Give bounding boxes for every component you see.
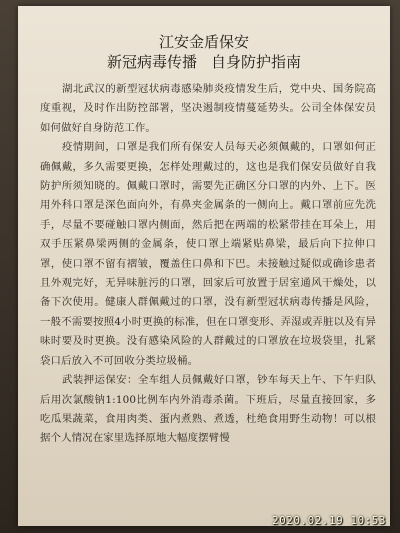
photo-timestamp: 2020.02.19 10:53 bbox=[272, 514, 386, 527]
document-page bbox=[18, 6, 390, 526]
paragraph-armed-escort: 武装押运保安：全车组人员佩戴好口罩，钞车每天上午、下午归队后用次氯酸钠1:100比例车内外消毒杀菌。下班后，尽量直接回家，多吃瓜果蔬菜，食用肉类、蛋内煮熟、煮透，杜绝食用野生动物！可以根据个人情况在家里选择原地大幅度摆臂慢 bbox=[40, 374, 376, 445]
guide-title-part2: 自身防护指南 bbox=[211, 53, 302, 71]
paragraph-intro: 湖北武汉的新型冠状病毒感染肺炎疫情发生后，党中央、国务院高度重视，及时作出防控部署，坚决遏制疫情蔓延势头。公司全体保安员如何做好自身防范工作。 bbox=[40, 83, 376, 134]
paragraph-mask-guidance: 疫情期间，口罩是我们所有保安人员每天必须佩戴的，口罩如何正确佩戴，多久需要更换，怎样处理戴过的，这也是我们保安员做好自我防护所须知晓的。佩戴口罩时，需要先正确区分口罩的内外、上下。医用外科口罩是深色面向外，有鼻夹金属条的一侧向上。戴口罩前应先洗手，尽量不要碰触口罩内侧面，然后把在两端的松紧带挂在耳朵上，用双手压紧鼻梁两侧的金属条，使口罩上端紧贴鼻梁，最后向下拉伸口罩，使口罩不留有褶皱，覆盖住口鼻和下巴。未接触过疑似或确诊患者且外观完好，无异味脏污的口罩，回家后可放置于居室通风干燥处，以备下次使用。健康人群佩戴过的口罩，没有新型冠状病毒传播是风险，一般不需要按照4小时更换的标准，但在口罩变形、弄湿或弄脏以及有异味时要及时更换。没有感染风险的人群戴过的口罩放在垃圾袋里，扎紧袋口后放入不可回收分类垃圾桶。 bbox=[40, 141, 376, 367]
company-title: 江安金盾保安 bbox=[158, 33, 249, 51]
guide-title-part1: 新冠病毒传播 bbox=[106, 53, 197, 71]
guide-title bbox=[18, 52, 390, 72]
document-body bbox=[18, 80, 390, 449]
